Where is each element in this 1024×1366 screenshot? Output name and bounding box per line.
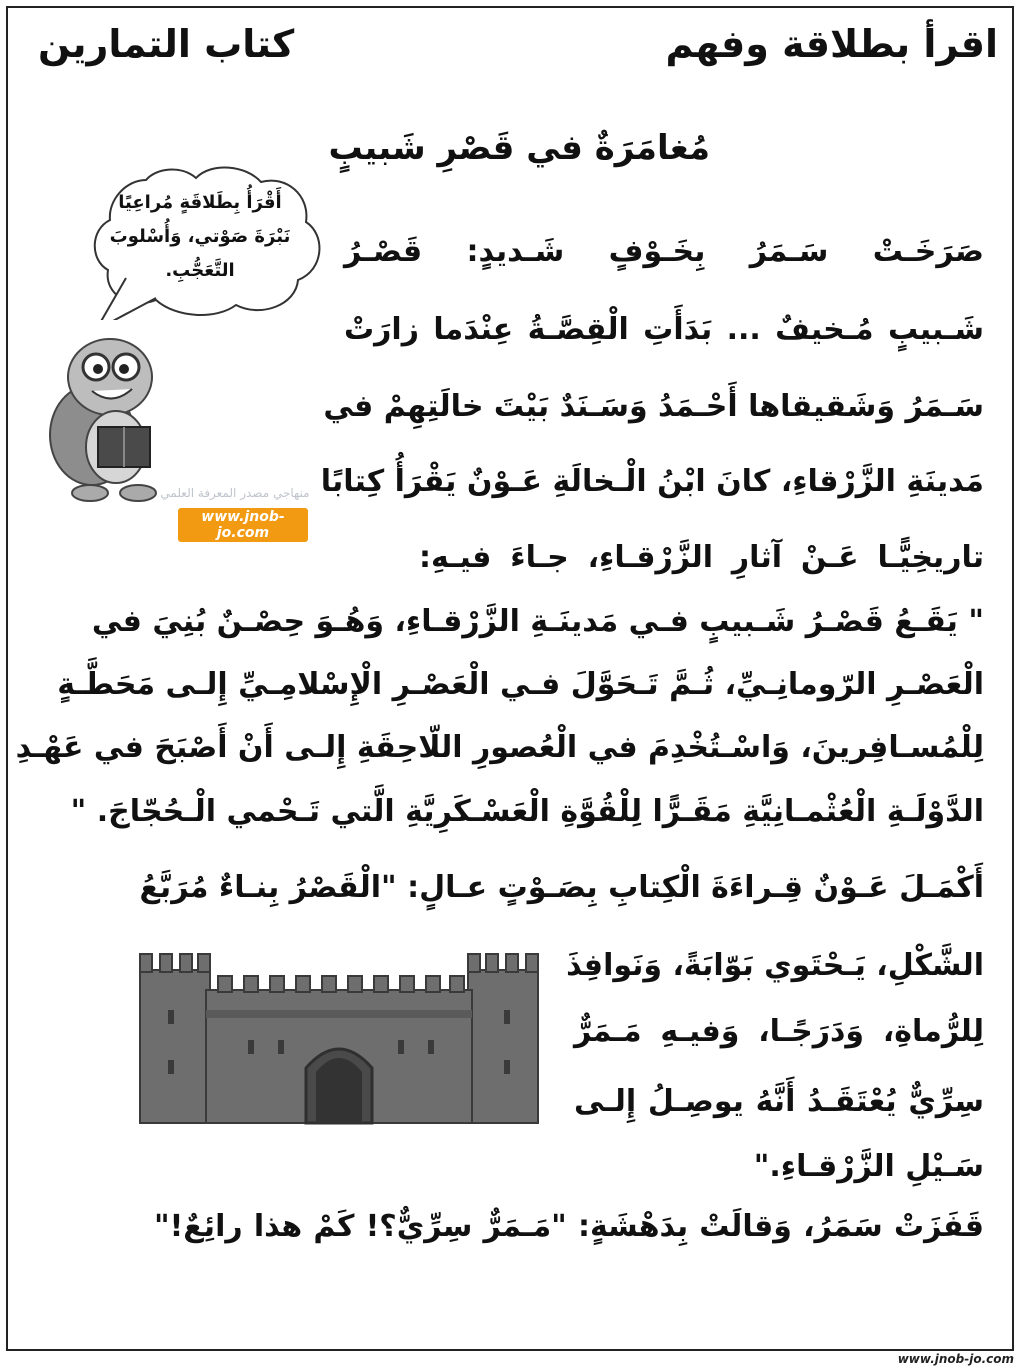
castle-illustration-icon bbox=[138, 950, 540, 1125]
paragraph-1-line: سَـمَرُ وَشَقيقاها أَحْـمَدُ وَسَـنَدٌ بَيْتَ خالَتِهِمْ في bbox=[323, 389, 984, 424]
paragraph-2-line: " يَقَـعُ قَصْـرُ شَـبيبٍ فـي مَدينَـةِ الزَّرْقـاءِ، وَهُـوَ حِصْـنٌ بُنِيَ في bbox=[91, 604, 984, 639]
speech-bubble-line: التَّعَجُّبِ. bbox=[165, 260, 235, 281]
speech-bubble-text bbox=[100, 186, 300, 288]
paragraph-2-line: الدَّوْلَـةِ الْعُثْمـانِيَّةِ مَقَـرًّا لِلْقُوَّةِ الْعَسْـكَرِيَّةِ الَّتي تَـحْمي الْـحُجّاجَ. " bbox=[70, 794, 984, 829]
paragraph-3-line: سَـيْلِ الزَّرْقـاءِ." bbox=[753, 1149, 984, 1184]
story-title: مُغامَرَةٌ في قَصْرِ شَبيبٍ bbox=[328, 128, 710, 168]
watermark-site-name: منهاجي مصدر المعرفة العلمي bbox=[160, 486, 310, 500]
paragraph-1-line: مَدينَةِ الزَّرْقاءِ، كانَ ابْنُ الْـخالَةِ عَـوْنٌ يَقْرَأُ كِتابًا bbox=[320, 464, 984, 499]
paragraph-3-first-line: أَكْمَـلَ عَـوْنٌ قِـراءَةَ الْكِتابِ بِصَـوْتٍ عـالٍ: "الْقَصْرُ بِنـاءٌ مُرَبَّعُ bbox=[139, 870, 984, 905]
paragraph-1-line: تاريخِيًّـا عَـنْ آثارِ الزَّرْقـاءِ، جـاءَ فيـهِ: bbox=[419, 540, 984, 575]
paragraph-4-line: قَفَزَتْ سَمَرُ، وَقالَتْ بِدَهْشَةٍ: "مَـمَرٌّ سِرِّيٌّ؟! كَمْ هذا رائِعٌ!" bbox=[154, 1209, 984, 1244]
paragraph-1-line: صَرَخَـتْ سَـمَرُ بِخَـوْفٍ شَـديدٍ: قَصْـرُ bbox=[344, 234, 984, 269]
footer-url: www.jnob-jo.com bbox=[897, 1352, 1014, 1366]
header-book-name: كتاب التمارين bbox=[38, 22, 295, 66]
paragraph-3-line: سِرِّيٌّ يُعْتَقَـدُ أَنَّهُ يوصِـلُ إِلـى bbox=[574, 1084, 984, 1119]
speech-bubble-line: أَقْرَأُ بِطَلاقَةٍ مُراعِيًا bbox=[118, 192, 282, 213]
paragraph-2-line: لِلْمُسـافِرينَ، وَاسْـتُخْدِمَ في الْعُصورِ اللّاحِقَةِ إِلـى أَنْ أَصْبَحَ في عَهْـدِ bbox=[15, 730, 984, 765]
header-title: اقرأ بطلاقة وفهم bbox=[665, 22, 998, 66]
paragraph-2-line: الْعَصْـرِ الرّومانِـيِّ، ثُـمَّ تَـحَوَّلَ فـي الْعَصْـرِ الْإِسْلامِـيِّ إِلـى مَحَطَّـةٍ bbox=[57, 667, 984, 702]
speech-bubble-line: نَبْرَةَ صَوْتي، وَأُسْلوبَ bbox=[109, 226, 291, 247]
watermark-url: www.jnob-jo.com bbox=[178, 508, 308, 542]
turtle-reading-book-icon bbox=[40, 325, 180, 505]
paragraph-3-line: الشَّكْلِ، يَـحْتَوي بَوّابَةً، وَنَوافِذَ bbox=[566, 948, 984, 983]
paragraph-3-line: لِلرُّماةِ، وَدَرَجًـا، وَفيـهِ مَـمَرٌّ bbox=[574, 1014, 984, 1049]
paragraph-1-line: شَـبيبٍ مُـخيفٌ ... بَدَأَتِ الْقِصَّـةُ عِنْدَما زارَتْ bbox=[344, 312, 984, 347]
